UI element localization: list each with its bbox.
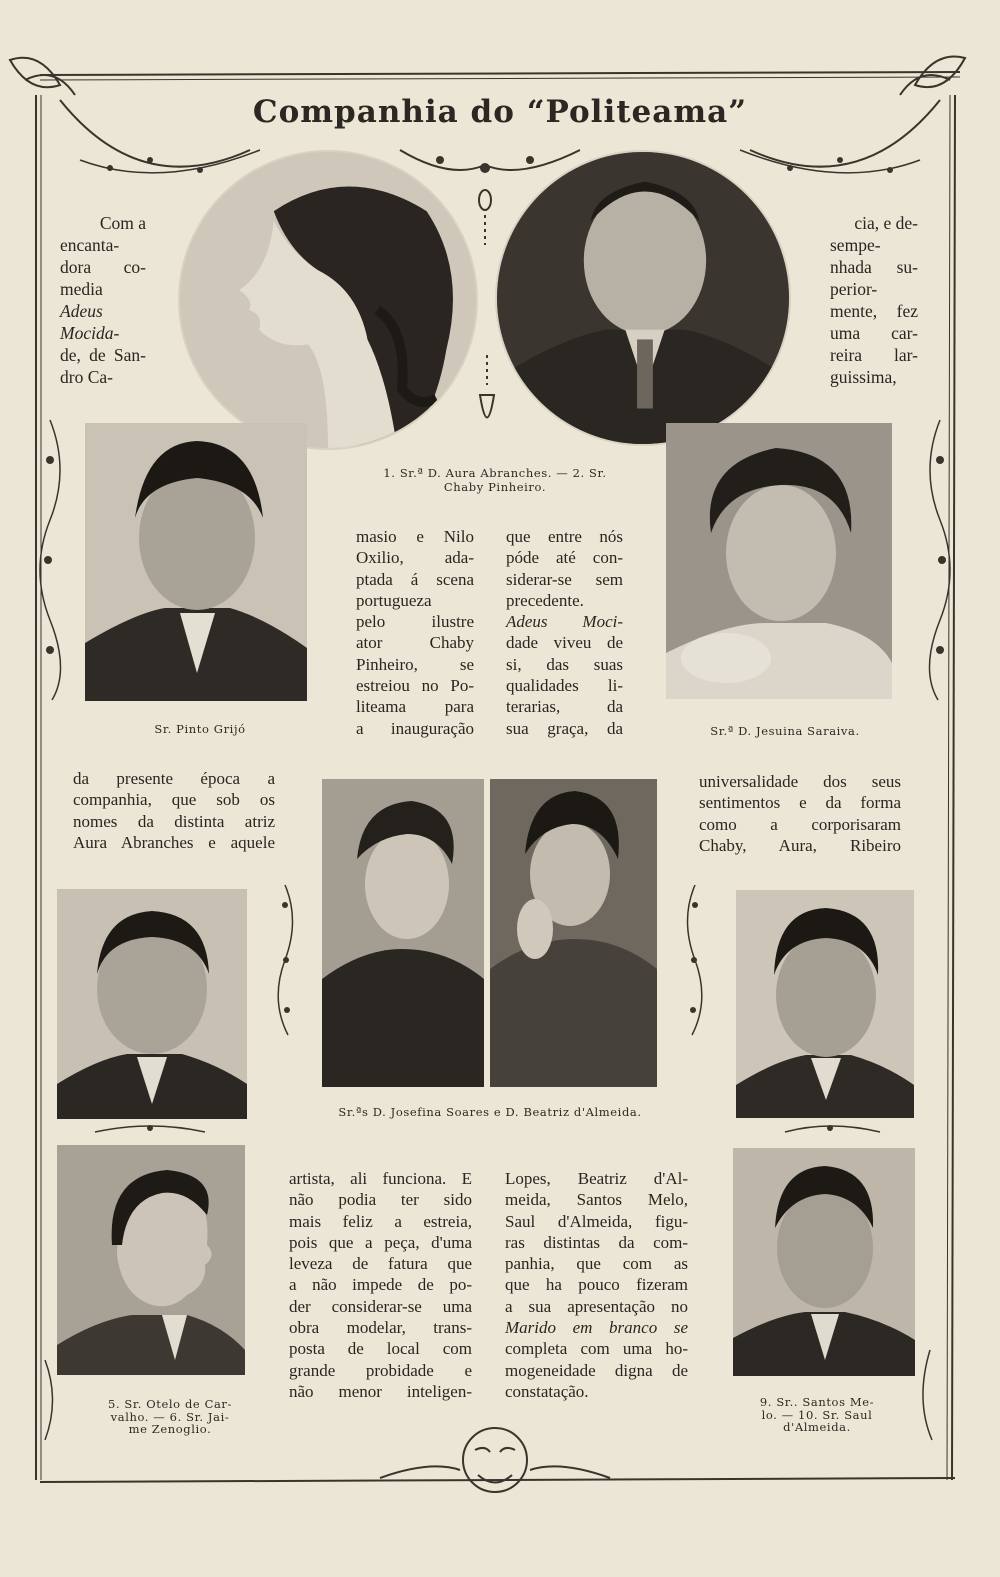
- text-line: obra modelar, trans-: [289, 1318, 472, 1338]
- portrait-jaime-zenoglio: [57, 1145, 245, 1375]
- text-line: ptada á scena: [356, 569, 474, 589]
- text-line: liteama para: [356, 697, 474, 717]
- text-line: encanta-: [60, 235, 120, 255]
- caption-line: 1. Sr.ª D. Aura Abranches. — 2. Sr.: [383, 466, 607, 480]
- text-line: Chaby, Aura, Ribeiro: [699, 835, 901, 855]
- text-line: póde até con-: [506, 548, 623, 568]
- caption-line: valho. — 6. Sr. Jai-: [110, 1409, 230, 1424]
- text-line: sentimentos e da forma: [699, 793, 901, 813]
- text-line: meida, Santos Melo,: [505, 1190, 688, 1210]
- text-line: constatação.: [505, 1381, 589, 1401]
- text-middle-column-2: [506, 526, 623, 739]
- text-line: a inauguração: [356, 718, 474, 738]
- text-line: Mocida-: [60, 323, 120, 343]
- text-line: de, de San-: [60, 345, 146, 365]
- text-middle-column-1: [356, 526, 474, 739]
- text-line: não podia ter sido: [289, 1190, 472, 1210]
- caption-middle-pair: Sr.ªs D. Josefina Soares e D. Beatriz d'Almeida.: [338, 1105, 642, 1119]
- text-line: pois que a peça, d'uma: [289, 1232, 472, 1252]
- text-line: leveza de fatura que: [289, 1254, 472, 1274]
- text-line: dade viveu de: [506, 633, 623, 653]
- text-line: Pinheiro, se: [356, 654, 474, 674]
- text-line: Marido em branco se: [505, 1318, 688, 1338]
- portrait-woman-icon: [666, 423, 892, 699]
- text-line: como a corporisaram: [699, 814, 901, 834]
- text-line: ator Chaby: [356, 633, 474, 653]
- portrait-saul-dalmeida: [733, 1148, 915, 1376]
- text-line: companhia, que sob os: [73, 790, 275, 810]
- text-line: dora co-: [60, 257, 146, 277]
- text-line: completa com uma ho-: [505, 1339, 688, 1359]
- text-line: si, das suas: [506, 654, 623, 674]
- text-line: der considerar-se uma: [289, 1296, 472, 1316]
- text-line: masio e Nilo: [356, 527, 474, 546]
- text-line: ras distintas da com-: [505, 1232, 688, 1252]
- text-line: portugueza: [356, 590, 432, 610]
- text-line: a não impede de po-: [289, 1275, 472, 1295]
- text-line: Com a: [99, 213, 146, 233]
- portrait-man-icon: [736, 890, 914, 1118]
- text-line: mogeneidade digna de: [505, 1360, 688, 1380]
- portrait-man-icon: [733, 1148, 915, 1376]
- caption-pinto-grijo: Sr. Pinto Grijó: [154, 722, 246, 736]
- portrait-jesuina-saraiva: [666, 423, 892, 699]
- text-line: Adeus: [60, 301, 103, 321]
- text-line: terarias, da: [506, 697, 623, 717]
- portrait-man-icon: [497, 152, 789, 444]
- text-line: mente, fez: [830, 301, 918, 321]
- text-line: perior-: [830, 279, 878, 299]
- text-line: que entre nós: [506, 527, 623, 546]
- portrait-man-icon: [85, 423, 307, 701]
- text-line: estreiou no Po-: [356, 676, 474, 696]
- portrait-man-profile-icon: [57, 1145, 245, 1375]
- caption-line: lo. — 10. Sr. Saul: [761, 1407, 873, 1422]
- text-line: cia, e de-: [854, 213, 918, 233]
- portrait-woman-icon: [322, 779, 484, 1087]
- text-line: siderar-se sem: [506, 569, 623, 589]
- caption-bottom-right: [722, 1396, 912, 1434]
- portrait-man-icon: [57, 889, 247, 1119]
- text-line: não menor inteligen-: [289, 1381, 472, 1401]
- caption-line: 5. Sr. Otelo de Car-: [107, 1397, 233, 1411]
- text-line: que ha pouco fizeram: [505, 1275, 688, 1295]
- portrait-pinto-grijo: [85, 423, 307, 701]
- text-line: precedente.: [506, 590, 584, 610]
- text-line: Aura Abranches e aquele: [73, 832, 275, 852]
- caption-line: Chaby Pinheiro.: [443, 480, 547, 494]
- text-line: qualidades li-: [506, 676, 623, 696]
- caption-line: d'Almeida.: [783, 1420, 851, 1434]
- text-line: posta de local com: [289, 1339, 472, 1359]
- text-line: nhada su-: [830, 257, 918, 277]
- portrait-otelo-de-carvalho: [57, 889, 247, 1119]
- text-line: sua graça, da: [506, 718, 623, 738]
- text-line: universalidade dos seus: [699, 772, 901, 791]
- text-line: grande probidade e: [289, 1360, 472, 1380]
- text-line: sempe-: [830, 235, 881, 255]
- text-line: Lopes, Beatriz d'Al-: [505, 1169, 688, 1188]
- caption-line: me Zenoglio.: [128, 1422, 212, 1436]
- text-line: nomes da distinta atriz: [73, 811, 275, 831]
- portrait-woman-profile-icon: [180, 152, 476, 448]
- text-line: pelo ilustre: [356, 612, 474, 632]
- text-line: guissima,: [830, 367, 897, 387]
- text-line: reira lar-: [830, 345, 918, 365]
- portrait-beatriz-dalmeida: [490, 779, 657, 1087]
- text-line: dro Ca-: [60, 367, 113, 387]
- text-line: Adeus Moci-: [506, 612, 623, 632]
- text-line: da presente época a: [73, 769, 275, 788]
- text-line: Saul d'Almeida, figu-: [505, 1211, 688, 1231]
- text-bottom-column-2: [505, 1168, 688, 1402]
- portrait-chaby-pinheiro: [495, 150, 791, 446]
- text-bottom-column-1: [289, 1168, 472, 1402]
- text-left-block: [73, 768, 275, 853]
- text-line: panhia, que com as: [505, 1254, 688, 1274]
- text-line: Oxilio, ada-: [356, 548, 474, 568]
- portrait-woman-icon: [490, 779, 657, 1087]
- portrait-aura-abranches: [178, 150, 478, 450]
- caption-bottom-left: [80, 1398, 260, 1436]
- portrait-man-right-middle: [736, 890, 914, 1118]
- caption-jesuina-saraiva: Sr.ª D. Jesuina Saraiva.: [710, 724, 860, 738]
- caption-line: 9. Sr.. Santos Me-: [759, 1395, 875, 1409]
- text-right-block: [699, 771, 901, 856]
- text-line: a sua apresentação no: [505, 1296, 688, 1316]
- text-intro-left: [60, 212, 146, 388]
- text-line: artista, ali funciona. E: [289, 1169, 472, 1188]
- text-intro-right: [830, 212, 918, 388]
- text-line: uma car-: [830, 323, 918, 343]
- text-line: mais feliz a estreia,: [289, 1211, 472, 1231]
- caption-top-pair: [320, 466, 670, 494]
- portrait-josefina-soares: [322, 779, 484, 1087]
- page-title: Companhia do “Politeama”: [252, 94, 748, 130]
- text-line: media: [60, 279, 103, 299]
